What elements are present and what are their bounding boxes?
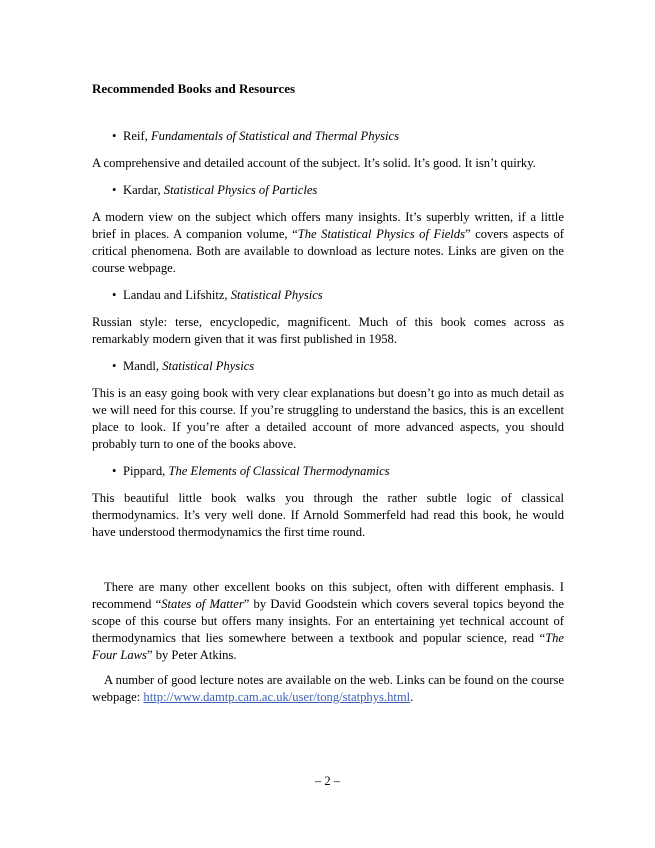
paragraph-text: There are many other excellent books on this subject, often with different emphasis. I recommend “ [92, 580, 564, 611]
section-heading: Recommended Books and Resources [92, 81, 296, 96]
bullet-icon: • [112, 183, 117, 197]
book-description: This beautiful little book walks you through the rather subtle logic of classical thermodynamics. It’s very well done. If Arnold Sommerfeld had read this book, he would have understood thermodynamics the first time round. [92, 491, 564, 539]
page-number: – 2 – [314, 774, 341, 788]
paragraph-text: ” by Peter Atkins. [146, 648, 237, 662]
book-author: Reif, [123, 129, 151, 143]
bullet-icon: • [112, 129, 117, 143]
book-title: The Elements of Classical Thermodynamics [168, 464, 390, 478]
book-entry-landau [92, 287, 564, 304]
description-text: A modern view on the subject which offers many insights. It’s superbly written, if a little brief in places. A companion volume, “ [92, 210, 564, 241]
book-title: Statistical Physics [230, 288, 323, 302]
book-title: The Four Laws [92, 631, 564, 662]
lecture-notes-paragraph [92, 672, 564, 706]
book-title: States of Matter [161, 597, 244, 611]
book-entry-kardar [92, 182, 564, 199]
book-author: Pippard, [123, 464, 169, 478]
book-description: A comprehensive and detailed account of the subject. It’s solid. It’s good. It isn’t quirky. [92, 156, 536, 170]
book-entry-mandl [92, 358, 564, 375]
paragraph-text: A number of good lecture notes are available on the web. Links can be found on the course webpage: [92, 673, 564, 704]
companion-title: The Statistical Physics of Fields [297, 227, 465, 241]
book-author: Landau and Lifshitz, [123, 288, 231, 302]
book-description: This is an easy going book with very clear explanations but doesn’t go into as much detail as we will need for this course. If you’re struggling to understand the basics, this is an excellent place to look. If you’re after a detailed account of more advanced aspects, you should probably turn to one of the books above. [92, 386, 564, 451]
bullet-icon: • [112, 359, 117, 373]
other-books-paragraph [92, 579, 564, 664]
book-title: Fundamentals of Statistical and Thermal Physics [150, 129, 399, 143]
description-text: ” covers aspects of critical phenomena. Both are available to download as lecture notes. Links are given on the course webpage. [92, 227, 564, 275]
bullet-icon: • [112, 288, 117, 302]
paragraph-text: ” by David Goodstein which covers several topics beyond the scope of this course but offers many insights. For an entertaining yet technical account of thermodynamics that lies somewhere between a textbook and popular science, read “ [92, 597, 565, 645]
book-author: Mandl, [123, 359, 163, 373]
book-description [92, 209, 564, 277]
book-author: Kardar, [123, 183, 164, 197]
book-entry-pippard [92, 463, 564, 480]
page-content [92, 80, 564, 714]
bullet-icon: • [112, 464, 117, 478]
book-description: Russian style: terse, encyclopedic, magnificent. Much of this book comes across as remarkably modern given that it was first published in 1958. [92, 315, 564, 346]
book-title: Statistical Physics of Particles [163, 183, 318, 197]
course-webpage-link[interactable]: http://www.damtp.cam.ac.uk/user/tong/statphys.html [143, 690, 411, 704]
paragraph-text: . [410, 690, 414, 704]
book-entry-reif [92, 128, 564, 145]
book-title: Statistical Physics [162, 359, 255, 373]
